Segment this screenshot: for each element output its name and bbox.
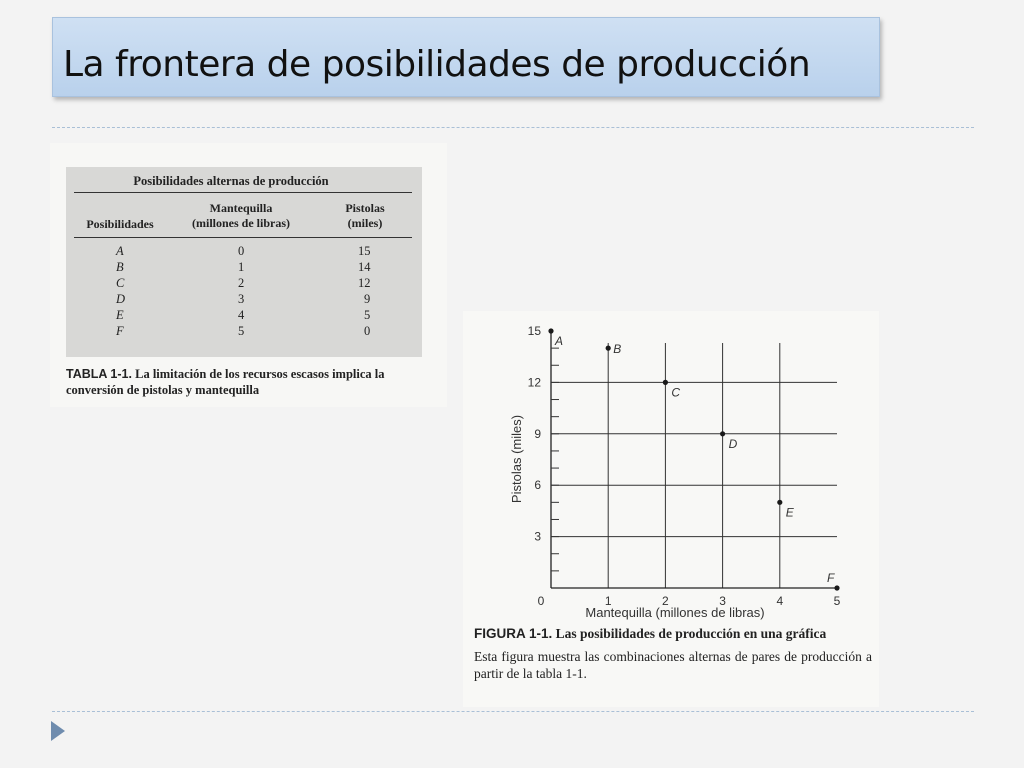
production-table: [50, 143, 447, 407]
column-guns-line2: (miles): [347, 216, 383, 230]
table-caption: [66, 366, 436, 398]
table-header-rule: [74, 237, 412, 238]
table-heading: Posibilidades alternas de producción: [133, 174, 329, 188]
y-tick-label: 3: [534, 529, 541, 544]
row-butter: 2: [238, 276, 245, 290]
row-label: B: [116, 260, 124, 274]
column-guns: [330, 201, 400, 231]
y-tick-label: 6: [534, 478, 541, 493]
title-banner: [52, 17, 880, 97]
figure-caption-body: Esta figura muestra las combinaciones alternas de pares de producción a partir de la tabla 1-1.: [474, 649, 872, 681]
row-label: E: [116, 308, 124, 322]
bottom-divider: [52, 711, 974, 712]
data-point-c: [663, 380, 668, 385]
row-butter: 3: [238, 292, 245, 306]
row-label: C: [116, 276, 125, 290]
data-label-c: C: [671, 385, 681, 400]
data-point-f: [834, 585, 839, 590]
row-butter: 4: [238, 308, 245, 322]
data-point-d: [720, 431, 725, 436]
y-tick-label: 9: [534, 426, 541, 441]
y-axis-label: Pistolas (miles): [509, 414, 524, 504]
data-label-d: D: [728, 436, 738, 451]
x-tick-label: 4: [776, 594, 784, 608]
x-tick-label: 3: [719, 594, 726, 608]
x-tick-label: 0: [537, 594, 545, 608]
row-label: F: [116, 324, 124, 338]
row-guns: 15: [358, 244, 371, 258]
data-point-a: [548, 328, 553, 333]
row-butter: 5: [238, 324, 245, 338]
chart-grid: [551, 343, 837, 588]
column-butter-line2: (millones de libras): [192, 216, 290, 230]
y-tick-label: 12: [527, 375, 541, 390]
x-tick-label: 5: [833, 594, 841, 608]
row-label: A: [116, 244, 124, 258]
y-tick-label: 15: [527, 324, 541, 338]
figure-caption-title: [474, 625, 872, 642]
figure-caption-heading: Las posibilidades de producción en una gráfica: [555, 626, 827, 641]
row-butter: 1: [238, 260, 245, 274]
column-butter-line1: Mantequilla: [209, 201, 273, 215]
x-tick-label: 1: [604, 594, 612, 608]
production-figure: [463, 311, 879, 707]
chart-axes: [551, 331, 837, 588]
data-label-f: F: [827, 571, 835, 585]
chart-ticks: [528, 324, 841, 608]
x-tick-label: 2: [662, 594, 669, 608]
figure-caption: [474, 625, 872, 682]
column-butter: [178, 201, 304, 231]
table-top-rule: [74, 192, 412, 193]
row-guns: 5: [364, 308, 371, 322]
row-guns: 0: [364, 324, 371, 338]
top-divider: [52, 127, 974, 128]
row-butter: 0: [238, 244, 245, 258]
data-label-b: B: [613, 342, 622, 357]
chart-points: [548, 328, 839, 590]
column-possibility: Posibilidades: [86, 217, 154, 231]
row-label: D: [116, 292, 126, 306]
column-guns-line1: Pistolas: [345, 201, 385, 215]
data-label-e: E: [785, 505, 794, 520]
ppf-chart: [463, 311, 879, 621]
data-label-a: A: [555, 334, 564, 348]
data-point-b: [606, 346, 611, 351]
row-guns: 12: [358, 276, 371, 290]
table-caption-label: TABLA 1-1.: [66, 367, 132, 381]
row-guns: 14: [358, 260, 371, 274]
row-guns: 9: [364, 292, 371, 306]
slide-title: La frontera de posibilidades de producción: [63, 44, 811, 85]
data-point-e: [777, 500, 782, 505]
figure-caption-label: FIGURA 1-1.: [474, 626, 553, 641]
table-caption-text: La limitación de los recursos escasos implica la conversión de pistolas y mantequilla: [66, 367, 385, 397]
play-arrow-icon[interactable]: [51, 721, 65, 741]
x-axis-label: Mantequilla (millones de libras): [585, 605, 765, 620]
